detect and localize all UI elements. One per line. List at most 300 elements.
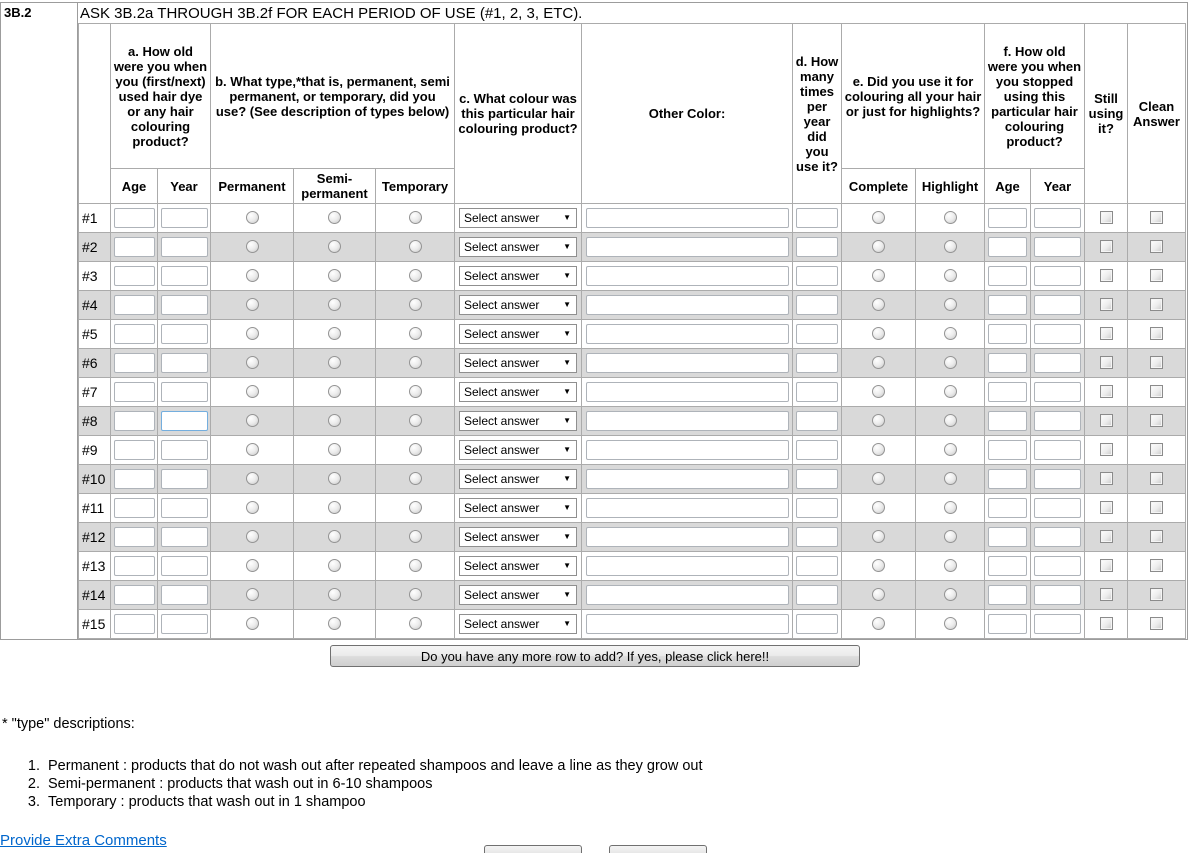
year-first-input[interactable]: [161, 266, 208, 286]
times-per-year-input[interactable]: [796, 440, 838, 460]
complete-radio[interactable]: [872, 327, 885, 340]
row-label: #2: [79, 233, 111, 262]
clean-answer-checkbox[interactable]: [1150, 240, 1163, 253]
year-stopped-input[interactable]: [1034, 266, 1081, 286]
table-row: [79, 552, 1186, 581]
age-first-input[interactable]: [114, 527, 155, 547]
age-first-input[interactable]: [114, 614, 155, 634]
colour-select-value: Select answer: [464, 240, 540, 254]
complete-radio[interactable]: [872, 559, 885, 572]
colour-select[interactable]: [459, 295, 577, 315]
colour-select[interactable]: [459, 237, 577, 257]
year-stopped-input[interactable]: [1034, 353, 1081, 373]
year-stopped-input[interactable]: [1034, 324, 1081, 344]
age-stopped-input[interactable]: [988, 295, 1027, 315]
bottom-partial-button-1[interactable]: [484, 845, 582, 853]
age-first-input[interactable]: [114, 411, 155, 431]
row-label: #14: [79, 581, 111, 610]
age-first-input[interactable]: [114, 556, 155, 576]
other-color-input[interactable]: [586, 527, 789, 547]
still-using-checkbox[interactable]: [1100, 211, 1113, 224]
colour-select-value: Select answer: [464, 269, 540, 283]
age-stopped-input[interactable]: [988, 440, 1027, 460]
semi-permanent-radio[interactable]: [328, 327, 341, 340]
temporary-radio[interactable]: [409, 617, 422, 630]
year-first-input[interactable]: [161, 527, 208, 547]
age-first-input[interactable]: [114, 382, 155, 402]
row-number-column-header: [79, 24, 111, 204]
header-still-using: Still using it?: [1085, 24, 1128, 204]
chevron-down-icon: ▼: [563, 619, 571, 628]
year-stopped-input[interactable]: [1034, 237, 1081, 257]
year-stopped-input[interactable]: [1034, 556, 1081, 576]
age-stopped-input[interactable]: [988, 208, 1027, 228]
add-row-button-container: [0, 645, 1190, 667]
semi-permanent-radio[interactable]: [328, 472, 341, 485]
age-stopped-input[interactable]: [988, 266, 1027, 286]
other-color-input[interactable]: [586, 266, 789, 286]
chevron-down-icon: ▼: [563, 387, 571, 396]
complete-radio[interactable]: [872, 356, 885, 369]
highlight-radio[interactable]: [944, 240, 957, 253]
complete-radio[interactable]: [872, 472, 885, 485]
permanent-radio[interactable]: [246, 559, 259, 572]
colour-select-value: Select answer: [464, 211, 540, 225]
row-label: #8: [79, 407, 111, 436]
chevron-down-icon: ▼: [563, 503, 571, 512]
year-stopped-input[interactable]: [1034, 527, 1081, 547]
chevron-down-icon: ▼: [563, 358, 571, 367]
still-using-checkbox[interactable]: [1100, 414, 1113, 427]
age-first-input[interactable]: [114, 208, 155, 228]
highlight-radio[interactable]: [944, 356, 957, 369]
temporary-radio[interactable]: [409, 240, 422, 253]
rows-body: [79, 204, 1186, 639]
temporary-radio[interactable]: [409, 356, 422, 369]
complete-radio[interactable]: [872, 501, 885, 514]
header-other-color: Other Color:: [582, 24, 793, 204]
permanent-radio[interactable]: [246, 617, 259, 630]
age-first-input[interactable]: [114, 324, 155, 344]
clean-answer-checkbox[interactable]: [1150, 327, 1163, 340]
subheader-temporary: Temporary: [376, 169, 455, 204]
add-row-button[interactable]: Do you have any more row to add? If yes, please click here!!: [330, 645, 860, 667]
year-stopped-input[interactable]: [1034, 295, 1081, 315]
times-per-year-input[interactable]: [796, 382, 838, 402]
permanent-radio[interactable]: [246, 443, 259, 456]
row-label: #4: [79, 291, 111, 320]
colour-select[interactable]: [459, 527, 577, 547]
other-color-input[interactable]: [586, 353, 789, 373]
age-stopped-input[interactable]: [988, 353, 1027, 373]
still-using-checkbox[interactable]: [1100, 559, 1113, 572]
row-label: #15: [79, 610, 111, 639]
semi-permanent-radio[interactable]: [328, 530, 341, 543]
chevron-down-icon: ▼: [563, 213, 571, 222]
age-stopped-input[interactable]: [988, 469, 1027, 489]
question-content: [78, 3, 1188, 640]
header-age-started: a. How old were you when you (first/next) used hair dye or any hair colouring product?: [111, 24, 211, 169]
permanent-radio[interactable]: [246, 414, 259, 427]
type-descriptions: [2, 716, 1190, 811]
clean-answer-checkbox[interactable]: [1150, 356, 1163, 369]
colour-select-value: Select answer: [464, 327, 540, 341]
bottom-partial-button-2[interactable]: [609, 845, 707, 853]
header-clean-answer: Clean Answer: [1128, 24, 1186, 204]
colour-select[interactable]: [459, 556, 577, 576]
row-label: #7: [79, 378, 111, 407]
times-per-year-input[interactable]: [796, 324, 838, 344]
age-stopped-input[interactable]: [988, 556, 1027, 576]
highlight-radio[interactable]: [944, 559, 957, 572]
other-color-input[interactable]: [586, 614, 789, 634]
row-label: #6: [79, 349, 111, 378]
clean-answer-checkbox[interactable]: [1150, 385, 1163, 398]
chevron-down-icon: ▼: [563, 561, 571, 570]
times-per-year-input[interactable]: [796, 556, 838, 576]
other-color-input[interactable]: [586, 556, 789, 576]
semi-permanent-radio[interactable]: [328, 559, 341, 572]
chevron-down-icon: ▼: [563, 474, 571, 483]
subheader-semi-permanent: Semi-permanent: [294, 169, 376, 204]
times-per-year-input[interactable]: [796, 208, 838, 228]
age-stopped-input[interactable]: [988, 237, 1027, 257]
table-row: [79, 204, 1186, 233]
clean-answer-checkbox[interactable]: [1150, 472, 1163, 485]
chevron-down-icon: ▼: [563, 532, 571, 541]
type-descriptions-list: [26, 757, 1190, 811]
year-first-input[interactable]: [161, 556, 208, 576]
table-row: [79, 407, 1186, 436]
permanent-radio[interactable]: [246, 327, 259, 340]
temporary-radio[interactable]: [409, 414, 422, 427]
colour-select-value: Select answer: [464, 501, 540, 515]
age-first-input[interactable]: [114, 498, 155, 518]
temporary-radio[interactable]: [409, 559, 422, 572]
clean-answer-checkbox[interactable]: [1150, 617, 1163, 630]
times-per-year-input[interactable]: [796, 585, 838, 605]
instruction-text: ASK 3B.2a THROUGH 3B.2f FOR EACH PERIOD OF USE (#1, 2, 3, ETC).: [80, 5, 583, 22]
times-per-year-input[interactable]: [796, 527, 838, 547]
still-using-checkbox[interactable]: [1100, 501, 1113, 514]
year-stopped-input[interactable]: [1034, 440, 1081, 460]
still-using-checkbox[interactable]: [1100, 269, 1113, 282]
clean-answer-checkbox[interactable]: [1150, 588, 1163, 601]
year-stopped-input[interactable]: [1034, 469, 1081, 489]
still-using-checkbox[interactable]: [1100, 327, 1113, 340]
temporary-radio[interactable]: [409, 472, 422, 485]
times-per-year-input[interactable]: [796, 266, 838, 286]
other-color-input[interactable]: [586, 208, 789, 228]
complete-radio[interactable]: [872, 414, 885, 427]
temporary-radio[interactable]: [409, 443, 422, 456]
provide-extra-comments-link[interactable]: Provide Extra Comments: [0, 832, 167, 849]
complete-radio[interactable]: [872, 530, 885, 543]
other-color-input[interactable]: [586, 411, 789, 431]
age-first-input[interactable]: [114, 353, 155, 373]
semi-permanent-radio[interactable]: [328, 385, 341, 398]
colour-select[interactable]: [459, 353, 577, 373]
header-colour: c. What colour was this particular hair colouring product?: [455, 24, 582, 204]
row-label: #5: [79, 320, 111, 349]
other-color-input[interactable]: [586, 382, 789, 402]
clean-answer-checkbox[interactable]: [1150, 414, 1163, 427]
complete-radio[interactable]: [872, 269, 885, 282]
semi-permanent-radio[interactable]: [328, 211, 341, 224]
chevron-down-icon: ▼: [563, 271, 571, 280]
year-stopped-input[interactable]: [1034, 585, 1081, 605]
highlight-radio[interactable]: [944, 385, 957, 398]
table-row: [79, 320, 1186, 349]
question-block: [0, 2, 1188, 640]
highlight-radio[interactable]: [944, 617, 957, 630]
year-first-input[interactable]: [161, 208, 208, 228]
still-using-checkbox[interactable]: [1100, 472, 1113, 485]
still-using-checkbox[interactable]: [1100, 443, 1113, 456]
still-using-checkbox[interactable]: [1100, 617, 1113, 630]
semi-permanent-radio[interactable]: [328, 356, 341, 369]
clean-answer-checkbox[interactable]: [1150, 211, 1163, 224]
year-stopped-input[interactable]: [1034, 382, 1081, 402]
still-using-checkbox[interactable]: [1100, 356, 1113, 369]
chevron-down-icon: ▼: [563, 416, 571, 425]
subheader-age-stopped: Age: [985, 169, 1031, 204]
times-per-year-input[interactable]: [796, 411, 838, 431]
temporary-radio[interactable]: [409, 501, 422, 514]
age-first-input[interactable]: [114, 266, 155, 286]
colour-select[interactable]: [459, 498, 577, 518]
permanent-radio[interactable]: [246, 240, 259, 253]
permanent-radio[interactable]: [246, 501, 259, 514]
permanent-radio[interactable]: [246, 356, 259, 369]
table-row: [79, 494, 1186, 523]
colour-select-value: Select answer: [464, 443, 540, 457]
age-first-input[interactable]: [114, 469, 155, 489]
year-stopped-input[interactable]: [1034, 498, 1081, 518]
temporary-radio[interactable]: [409, 298, 422, 311]
colour-select-value: Select answer: [464, 414, 540, 428]
age-first-input[interactable]: [114, 295, 155, 315]
bottom-buttons-row: [0, 845, 1190, 853]
table-row: [79, 436, 1186, 465]
age-stopped-input[interactable]: [988, 498, 1027, 518]
other-color-input[interactable]: [586, 440, 789, 460]
colour-select-value: Select answer: [464, 617, 540, 631]
colour-select[interactable]: [459, 324, 577, 344]
year-stopped-input[interactable]: [1034, 614, 1081, 634]
year-first-input[interactable]: [161, 237, 208, 257]
table-row: [79, 523, 1186, 552]
age-stopped-input[interactable]: [988, 585, 1027, 605]
subheader-year-first: Year: [158, 169, 211, 204]
still-using-checkbox[interactable]: [1100, 530, 1113, 543]
row-label: #9: [79, 436, 111, 465]
highlight-radio[interactable]: [944, 501, 957, 514]
header-complete-or-highlight: e. Did you use it for colouring all your hair or just for highlights?: [842, 24, 985, 169]
highlight-radio[interactable]: [944, 327, 957, 340]
other-color-input[interactable]: [586, 498, 789, 518]
semi-permanent-radio[interactable]: [328, 501, 341, 514]
permanent-radio[interactable]: [246, 588, 259, 601]
year-first-input[interactable]: [161, 324, 208, 344]
other-color-input[interactable]: [586, 295, 789, 315]
other-color-input[interactable]: [586, 585, 789, 605]
semi-permanent-radio[interactable]: [328, 414, 341, 427]
year-first-input[interactable]: [161, 411, 208, 431]
question-id: 3B.2: [1, 3, 78, 640]
complete-radio[interactable]: [872, 617, 885, 630]
year-stopped-input[interactable]: [1034, 411, 1081, 431]
semi-permanent-radio[interactable]: [328, 588, 341, 601]
row-label: #10: [79, 465, 111, 494]
table-row: [79, 581, 1186, 610]
complete-radio[interactable]: [872, 588, 885, 601]
highlight-radio[interactable]: [944, 588, 957, 601]
temporary-radio[interactable]: [409, 530, 422, 543]
table-row: [79, 233, 1186, 262]
header-times-per-year: d. How many times per year did you use it?: [793, 24, 842, 204]
times-per-year-input[interactable]: [796, 614, 838, 634]
age-stopped-input[interactable]: [988, 527, 1027, 547]
year-first-input[interactable]: [161, 295, 208, 315]
colour-select[interactable]: [459, 266, 577, 286]
year-first-input[interactable]: [161, 469, 208, 489]
header-age-stopped: f. How old were you when you stopped using this particular hair colouring product?: [985, 24, 1085, 169]
age-stopped-input[interactable]: [988, 411, 1027, 431]
highlight-radio[interactable]: [944, 530, 957, 543]
year-first-input[interactable]: [161, 614, 208, 634]
still-using-checkbox[interactable]: [1100, 385, 1113, 398]
highlight-radio[interactable]: [944, 211, 957, 224]
semi-permanent-radio[interactable]: [328, 617, 341, 630]
permanent-radio[interactable]: [246, 530, 259, 543]
temporary-radio[interactable]: [409, 327, 422, 340]
type-description-item: 2. Semi-permanent : products that wash out in 6-10 shampoos: [44, 775, 1190, 793]
complete-radio[interactable]: [872, 385, 885, 398]
permanent-radio[interactable]: [246, 298, 259, 311]
colour-select[interactable]: [459, 614, 577, 634]
subheader-complete: Complete: [842, 169, 916, 204]
header-type: b. What type,*that is, permanent, semi permanent, or temporary, did you use? (See description of types below): [211, 24, 455, 169]
times-per-year-input[interactable]: [796, 353, 838, 373]
still-using-checkbox[interactable]: [1100, 240, 1113, 253]
temporary-radio[interactable]: [409, 211, 422, 224]
type-descriptions-title: * "type" descriptions:: [2, 716, 135, 732]
times-per-year-input[interactable]: [796, 295, 838, 315]
clean-answer-checkbox[interactable]: [1150, 559, 1163, 572]
times-per-year-input[interactable]: [796, 469, 838, 489]
permanent-radio[interactable]: [246, 269, 259, 282]
colour-select-value: Select answer: [464, 356, 540, 370]
row-label: #3: [79, 262, 111, 291]
complete-radio[interactable]: [872, 298, 885, 311]
colour-select[interactable]: [459, 440, 577, 460]
colour-select[interactable]: [459, 469, 577, 489]
colour-select[interactable]: [459, 382, 577, 402]
table-row: [79, 610, 1186, 639]
highlight-radio[interactable]: [944, 443, 957, 456]
colour-select-value: Select answer: [464, 559, 540, 573]
chevron-down-icon: ▼: [563, 445, 571, 454]
temporary-radio[interactable]: [409, 269, 422, 282]
colour-select-value: Select answer: [464, 530, 540, 544]
type-description-item: 1. Permanent : products that do not wash out after repeated shampoos and leave a line as they grow out: [44, 757, 1190, 775]
complete-radio[interactable]: [872, 443, 885, 456]
subheader-age-first: Age: [111, 169, 158, 204]
clean-answer-checkbox[interactable]: [1150, 298, 1163, 311]
usage-periods-table: [78, 23, 1186, 639]
clean-answer-checkbox[interactable]: [1150, 269, 1163, 282]
colour-select-value: Select answer: [464, 298, 540, 312]
clean-answer-checkbox[interactable]: [1150, 501, 1163, 514]
subheader-year-stopped: Year: [1031, 169, 1085, 204]
still-using-checkbox[interactable]: [1100, 298, 1113, 311]
year-first-input[interactable]: [161, 382, 208, 402]
other-color-input[interactable]: [586, 237, 789, 257]
clean-answer-checkbox[interactable]: [1150, 530, 1163, 543]
highlight-radio[interactable]: [944, 472, 957, 485]
colour-select-value: Select answer: [464, 472, 540, 486]
year-stopped-input[interactable]: [1034, 208, 1081, 228]
colour-select[interactable]: [459, 208, 577, 228]
colour-select[interactable]: [459, 411, 577, 431]
semi-permanent-radio[interactable]: [328, 443, 341, 456]
colour-select-value: Select answer: [464, 385, 540, 399]
age-stopped-input[interactable]: [988, 324, 1027, 344]
age-first-input[interactable]: [114, 440, 155, 460]
times-per-year-input[interactable]: [796, 237, 838, 257]
permanent-radio[interactable]: [246, 472, 259, 485]
permanent-radio[interactable]: [246, 385, 259, 398]
row-label: #1: [79, 204, 111, 233]
year-first-input[interactable]: [161, 440, 208, 460]
still-using-checkbox[interactable]: [1100, 588, 1113, 601]
chevron-down-icon: ▼: [563, 300, 571, 309]
colour-select[interactable]: [459, 585, 577, 605]
subheader-permanent: Permanent: [211, 169, 294, 204]
complete-radio[interactable]: [872, 211, 885, 224]
other-color-input[interactable]: [586, 324, 789, 344]
row-label: #13: [79, 552, 111, 581]
chevron-down-icon: ▼: [563, 329, 571, 338]
table-row: [79, 378, 1186, 407]
temporary-radio[interactable]: [409, 588, 422, 601]
age-first-input[interactable]: [114, 237, 155, 257]
semi-permanent-radio[interactable]: [328, 269, 341, 282]
highlight-radio[interactable]: [944, 298, 957, 311]
permanent-radio[interactable]: [246, 211, 259, 224]
semi-permanent-radio[interactable]: [328, 298, 341, 311]
colour-select-value: Select answer: [464, 588, 540, 602]
highlight-radio[interactable]: [944, 269, 957, 282]
age-stopped-input[interactable]: [988, 614, 1027, 634]
times-per-year-input[interactable]: [796, 498, 838, 518]
year-first-input[interactable]: [161, 585, 208, 605]
year-first-input[interactable]: [161, 498, 208, 518]
year-first-input[interactable]: [161, 353, 208, 373]
semi-permanent-radio[interactable]: [328, 240, 341, 253]
temporary-radio[interactable]: [409, 385, 422, 398]
highlight-radio[interactable]: [944, 414, 957, 427]
other-color-input[interactable]: [586, 469, 789, 489]
complete-radio[interactable]: [872, 240, 885, 253]
row-label: #11: [79, 494, 111, 523]
age-stopped-input[interactable]: [988, 382, 1027, 402]
age-first-input[interactable]: [114, 585, 155, 605]
clean-answer-checkbox[interactable]: [1150, 443, 1163, 456]
chevron-down-icon: ▼: [563, 590, 571, 599]
table-row: [79, 465, 1186, 494]
